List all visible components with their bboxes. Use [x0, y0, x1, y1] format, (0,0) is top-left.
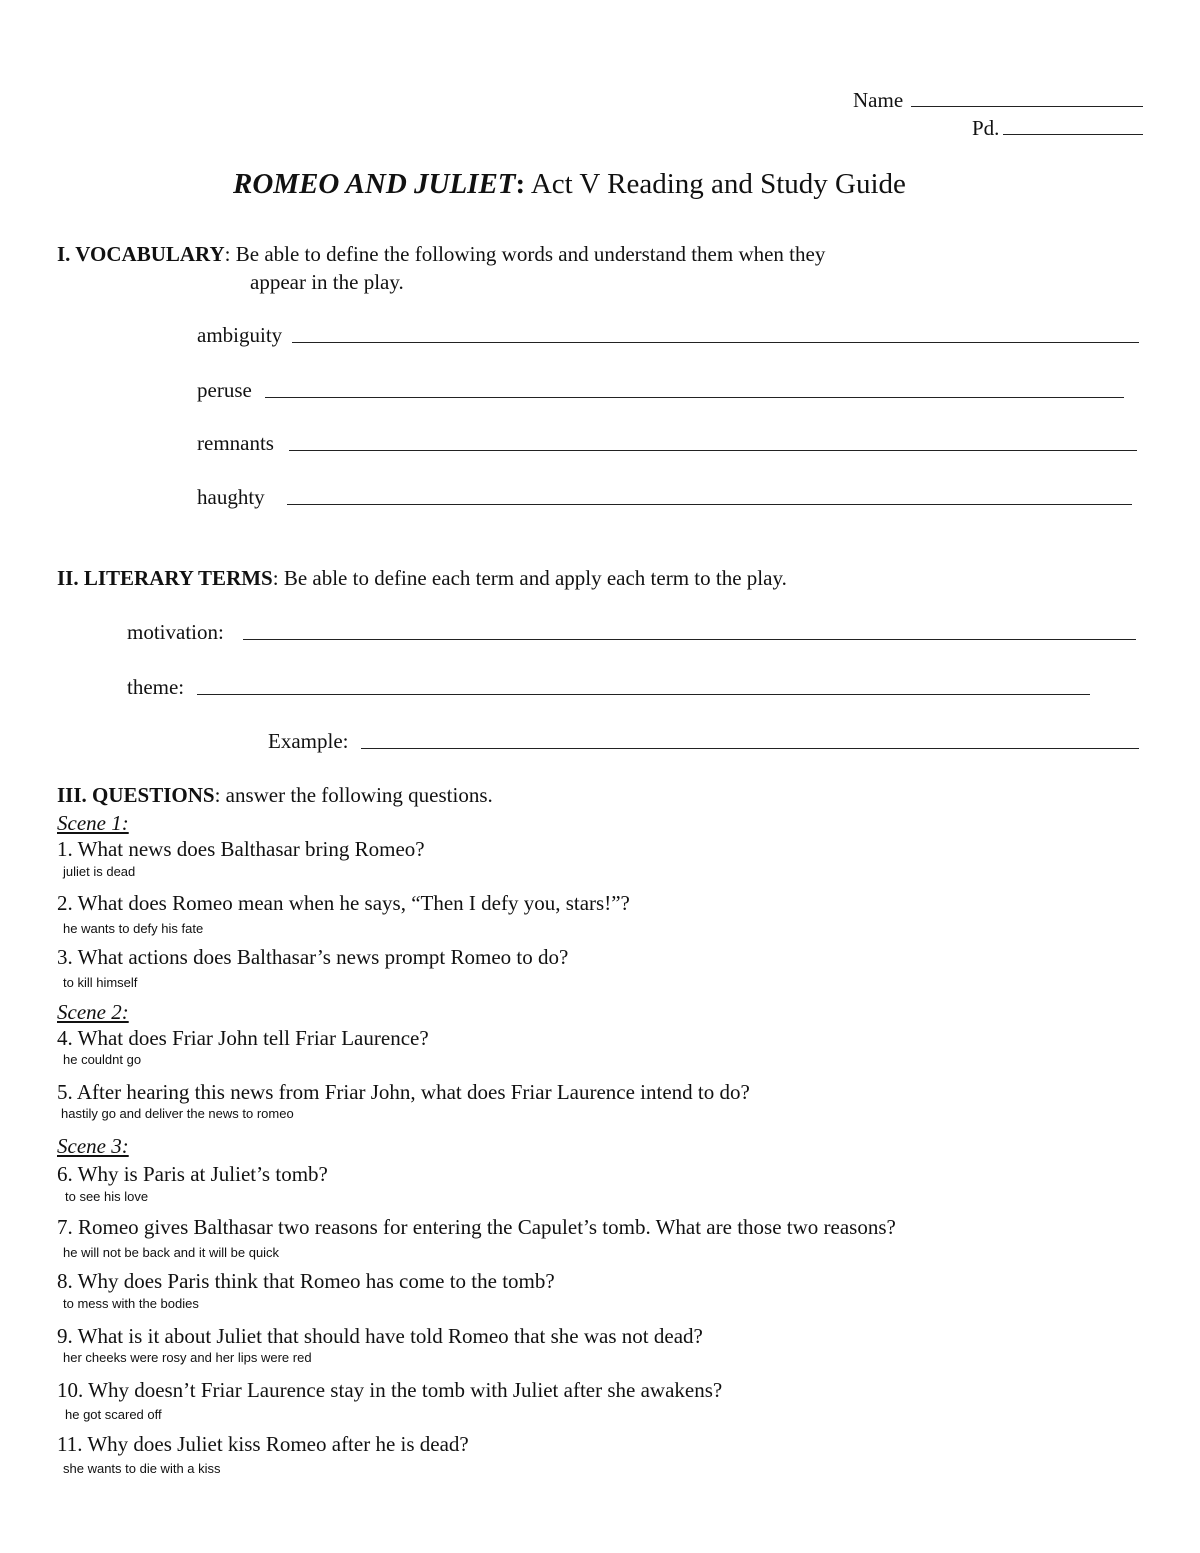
literary-terms-instruction: : Be able to define each term and apply each term to the play.: [272, 566, 787, 590]
vocabulary-heading-line: [57, 242, 825, 267]
question-2: 2. What does Romeo mean when he says, “Then I defy you, stars!”?: [57, 891, 630, 915]
question-3: 3. What actions does Balthasar’s news prompt Romeo to do?: [57, 945, 569, 969]
vocab-blank-haughty[interactable]: [287, 504, 1132, 505]
scene-1-label: Scene 1:: [57, 811, 129, 835]
term-blank-motivation[interactable]: [243, 639, 1136, 640]
vocabulary-instruction: : Be able to define the following words and understand them when they: [224, 242, 826, 266]
name-label: Name: [853, 88, 904, 112]
vocab-blank-remnants[interactable]: [289, 450, 1137, 451]
question-4: 4. What does Friar John tell Friar Laurence?: [57, 1026, 429, 1050]
literary-terms-heading-line: [57, 566, 787, 591]
vocab-blank-ambiguity[interactable]: [292, 342, 1139, 343]
term-motivation: motivation:: [127, 620, 224, 644]
term-theme: theme:: [127, 675, 185, 699]
question-10: 10. Why doesn’t Friar Laurence stay in the tomb with Juliet after she awakens?: [57, 1378, 723, 1402]
answer-6[interactable]: to see his love: [65, 1189, 149, 1204]
title-colon: :: [515, 168, 526, 200]
vocab-blank-peruse[interactable]: [265, 397, 1124, 398]
period-label: Pd.: [972, 116, 1000, 140]
scene-2-label: Scene 2:: [57, 1000, 129, 1024]
period-blank[interactable]: [1003, 134, 1143, 135]
term-blank-example[interactable]: [361, 748, 1139, 749]
vocab-word-haughty: haughty: [197, 485, 265, 509]
answer-8[interactable]: to mess with the bodies: [63, 1296, 199, 1311]
answer-9[interactable]: her cheeks were rosy and her lips were red: [63, 1350, 312, 1365]
questions-instruction: : answer the following questions.: [214, 783, 493, 807]
answer-3[interactable]: to kill himself: [63, 975, 138, 990]
questions-heading-line: [57, 783, 493, 808]
question-5: 5. After hearing this news from Friar John, what does Friar Laurence intend to do?: [57, 1080, 750, 1104]
question-7: 7. Romeo gives Balthasar two reasons for entering the Capulet’s tomb. What are those two reasons?: [57, 1215, 896, 1239]
scene-3-label: Scene 3:: [57, 1134, 129, 1158]
page-title: [233, 168, 906, 201]
answer-11[interactable]: she wants to die with a kiss: [63, 1461, 221, 1476]
question-8: 8. Why does Paris think that Romeo has come to the tomb?: [57, 1269, 555, 1293]
question-1: 1. What news does Balthasar bring Romeo?: [57, 837, 425, 861]
vocabulary-heading: I. VOCABULARY: [57, 242, 225, 266]
literary-terms-heading: II. LITERARY TERMS: [57, 566, 273, 590]
vocab-word-remnants: remnants: [197, 431, 274, 455]
answer-1[interactable]: juliet is dead: [63, 864, 136, 879]
answer-2[interactable]: he wants to defy his fate: [63, 921, 204, 936]
answer-7[interactable]: he will not be back and it will be quick: [63, 1245, 280, 1260]
answer-5[interactable]: hastily go and deliver the news to romeo: [61, 1106, 294, 1121]
title-play: ROMEO AND JULIET: [233, 168, 516, 200]
term-blank-theme[interactable]: [197, 694, 1090, 695]
answer-4[interactable]: he couldnt go: [63, 1052, 142, 1067]
title-rest: Act V Reading and Study Guide: [525, 168, 906, 200]
vocab-word-ambiguity: ambiguity: [197, 323, 283, 347]
answer-10[interactable]: he got scared off: [65, 1407, 162, 1422]
vocabulary-instruction-cont: appear in the play.: [250, 270, 404, 294]
question-6: 6. Why is Paris at Juliet’s tomb?: [57, 1162, 328, 1186]
questions-heading: III. QUESTIONS: [57, 783, 215, 807]
name-blank[interactable]: [911, 106, 1143, 107]
vocab-word-peruse: peruse: [197, 378, 252, 402]
term-example: Example:: [268, 729, 349, 753]
question-9: 9. What is it about Juliet that should have told Romeo that she was not dead?: [57, 1324, 703, 1348]
question-11: 11. Why does Juliet kiss Romeo after he is dead?: [57, 1432, 469, 1456]
